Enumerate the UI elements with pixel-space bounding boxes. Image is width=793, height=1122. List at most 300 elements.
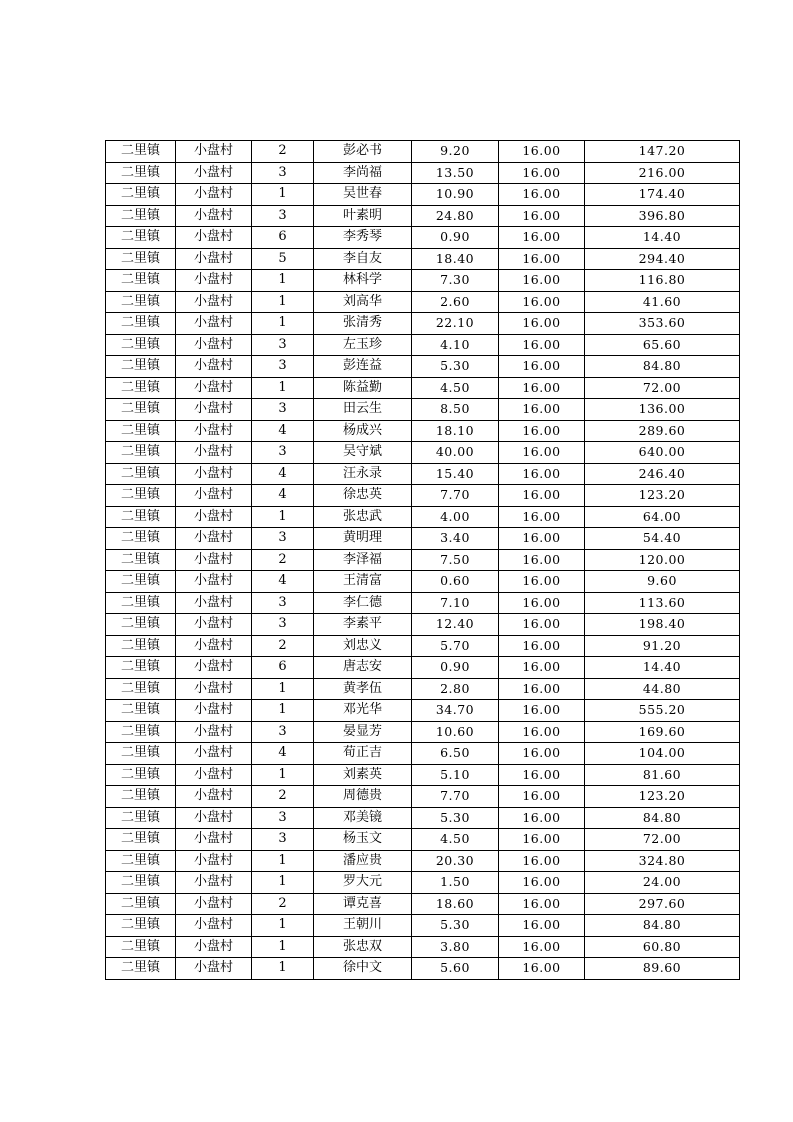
town-cell: 二里镇 [106, 184, 176, 206]
village-cell: 小盘村 [176, 635, 252, 657]
table-row [106, 205, 740, 227]
amount-cell: 72.00 [585, 829, 740, 851]
town-cell: 二里镇 [106, 248, 176, 270]
area-cell: 9.20 [412, 141, 499, 163]
rate-cell: 16.00 [499, 184, 585, 206]
table-row [106, 592, 740, 614]
rate-cell: 16.00 [499, 485, 585, 507]
rate-cell: 16.00 [499, 442, 585, 464]
rate-cell: 16.00 [499, 162, 585, 184]
town-cell: 二里镇 [106, 506, 176, 528]
village-cell: 小盘村 [176, 614, 252, 636]
group-cell: 1 [252, 700, 314, 722]
rate-cell: 16.00 [499, 850, 585, 872]
group-cell: 1 [252, 270, 314, 292]
village-cell: 小盘村 [176, 377, 252, 399]
table-row [106, 442, 740, 464]
village-cell: 小盘村 [176, 958, 252, 980]
area-cell: 8.50 [412, 399, 499, 421]
table-row [106, 313, 740, 335]
rate-cell: 16.00 [499, 313, 585, 335]
village-cell: 小盘村 [176, 270, 252, 292]
town-cell: 二里镇 [106, 721, 176, 743]
group-cell: 6 [252, 657, 314, 679]
rate-cell: 16.00 [499, 399, 585, 421]
name-cell: 彭必书 [314, 141, 412, 163]
table-row [106, 356, 740, 378]
group-cell: 3 [252, 399, 314, 421]
area-cell: 13.50 [412, 162, 499, 184]
town-cell: 二里镇 [106, 141, 176, 163]
group-cell: 2 [252, 786, 314, 808]
rate-cell: 16.00 [499, 549, 585, 571]
name-cell: 杨成兴 [314, 420, 412, 442]
group-cell: 4 [252, 463, 314, 485]
table-row [106, 743, 740, 765]
village-cell: 小盘村 [176, 743, 252, 765]
village-cell: 小盘村 [176, 162, 252, 184]
amount-cell: 65.60 [585, 334, 740, 356]
town-cell: 二里镇 [106, 356, 176, 378]
rate-cell: 16.00 [499, 248, 585, 270]
table-row [106, 872, 740, 894]
town-cell: 二里镇 [106, 592, 176, 614]
rate-cell: 16.00 [499, 463, 585, 485]
village-cell: 小盘村 [176, 205, 252, 227]
name-cell: 王朝川 [314, 915, 412, 937]
table-row [106, 184, 740, 206]
rate-cell: 16.00 [499, 227, 585, 249]
table-row [106, 334, 740, 356]
area-cell: 4.10 [412, 334, 499, 356]
village-cell: 小盘村 [176, 442, 252, 464]
area-cell: 4.50 [412, 829, 499, 851]
amount-cell: 84.80 [585, 915, 740, 937]
name-cell: 杨玉文 [314, 829, 412, 851]
rate-cell: 16.00 [499, 829, 585, 851]
name-cell: 徐中文 [314, 958, 412, 980]
area-cell: 10.90 [412, 184, 499, 206]
name-cell: 邓美镜 [314, 807, 412, 829]
group-cell: 3 [252, 205, 314, 227]
group-cell: 3 [252, 528, 314, 550]
group-cell: 1 [252, 506, 314, 528]
village-cell: 小盘村 [176, 893, 252, 915]
village-cell: 小盘村 [176, 700, 252, 722]
amount-cell: 123.20 [585, 786, 740, 808]
rate-cell: 16.00 [499, 506, 585, 528]
amount-cell: 116.80 [585, 270, 740, 292]
rate-cell: 16.00 [499, 721, 585, 743]
village-cell: 小盘村 [176, 549, 252, 571]
table-row [106, 764, 740, 786]
name-cell: 徐忠英 [314, 485, 412, 507]
name-cell: 黄孝伍 [314, 678, 412, 700]
amount-cell: 9.60 [585, 571, 740, 593]
group-cell: 5 [252, 248, 314, 270]
rate-cell: 16.00 [499, 807, 585, 829]
town-cell: 二里镇 [106, 700, 176, 722]
town-cell: 二里镇 [106, 936, 176, 958]
area-cell: 5.30 [412, 915, 499, 937]
group-cell: 1 [252, 377, 314, 399]
table-row [106, 721, 740, 743]
table-row [106, 807, 740, 829]
area-cell: 7.50 [412, 549, 499, 571]
rate-cell: 16.00 [499, 915, 585, 937]
amount-cell: 136.00 [585, 399, 740, 421]
town-cell: 二里镇 [106, 270, 176, 292]
group-cell: 1 [252, 764, 314, 786]
town-cell: 二里镇 [106, 528, 176, 550]
group-cell: 4 [252, 571, 314, 593]
table-row [106, 786, 740, 808]
village-cell: 小盘村 [176, 141, 252, 163]
area-cell: 2.60 [412, 291, 499, 313]
rate-cell: 16.00 [499, 334, 585, 356]
village-cell: 小盘村 [176, 528, 252, 550]
group-cell: 2 [252, 893, 314, 915]
name-cell: 王清富 [314, 571, 412, 593]
village-cell: 小盘村 [176, 850, 252, 872]
group-cell: 1 [252, 850, 314, 872]
amount-cell: 54.40 [585, 528, 740, 550]
amount-cell: 174.40 [585, 184, 740, 206]
area-cell: 7.30 [412, 270, 499, 292]
table-row [106, 248, 740, 270]
rate-cell: 16.00 [499, 356, 585, 378]
table-row [106, 377, 740, 399]
rate-cell: 16.00 [499, 786, 585, 808]
amount-cell: 72.00 [585, 377, 740, 399]
group-cell: 3 [252, 356, 314, 378]
table-body [106, 141, 740, 980]
group-cell: 1 [252, 958, 314, 980]
table-row [106, 829, 740, 851]
area-cell: 20.30 [412, 850, 499, 872]
table-row [106, 463, 740, 485]
name-cell: 周德贵 [314, 786, 412, 808]
amount-cell: 324.80 [585, 850, 740, 872]
group-cell: 1 [252, 872, 314, 894]
table-row [106, 936, 740, 958]
town-cell: 二里镇 [106, 635, 176, 657]
town-cell: 二里镇 [106, 872, 176, 894]
village-cell: 小盘村 [176, 721, 252, 743]
village-cell: 小盘村 [176, 592, 252, 614]
town-cell: 二里镇 [106, 162, 176, 184]
rate-cell: 16.00 [499, 936, 585, 958]
village-cell: 小盘村 [176, 420, 252, 442]
town-cell: 二里镇 [106, 657, 176, 679]
amount-cell: 123.20 [585, 485, 740, 507]
town-cell: 二里镇 [106, 399, 176, 421]
area-cell: 0.90 [412, 227, 499, 249]
area-cell: 34.70 [412, 700, 499, 722]
rate-cell: 16.00 [499, 571, 585, 593]
village-cell: 小盘村 [176, 248, 252, 270]
area-cell: 0.90 [412, 657, 499, 679]
area-cell: 2.80 [412, 678, 499, 700]
village-cell: 小盘村 [176, 356, 252, 378]
town-cell: 二里镇 [106, 227, 176, 249]
table-row [106, 227, 740, 249]
amount-cell: 60.80 [585, 936, 740, 958]
amount-cell: 147.20 [585, 141, 740, 163]
village-cell: 小盘村 [176, 915, 252, 937]
rate-cell: 16.00 [499, 614, 585, 636]
name-cell: 汪永录 [314, 463, 412, 485]
town-cell: 二里镇 [106, 291, 176, 313]
town-cell: 二里镇 [106, 807, 176, 829]
table-row [106, 420, 740, 442]
name-cell: 吴守斌 [314, 442, 412, 464]
area-cell: 3.80 [412, 936, 499, 958]
table-row [106, 549, 740, 571]
town-cell: 二里镇 [106, 205, 176, 227]
village-cell: 小盘村 [176, 184, 252, 206]
town-cell: 二里镇 [106, 485, 176, 507]
amount-cell: 198.40 [585, 614, 740, 636]
area-cell: 24.80 [412, 205, 499, 227]
name-cell: 叶素明 [314, 205, 412, 227]
group-cell: 4 [252, 485, 314, 507]
rate-cell: 16.00 [499, 678, 585, 700]
name-cell: 刘素英 [314, 764, 412, 786]
rate-cell: 16.00 [499, 377, 585, 399]
group-cell: 2 [252, 141, 314, 163]
group-cell: 1 [252, 184, 314, 206]
amount-cell: 294.40 [585, 248, 740, 270]
rate-cell: 16.00 [499, 141, 585, 163]
area-cell: 12.40 [412, 614, 499, 636]
name-cell: 李泽福 [314, 549, 412, 571]
name-cell: 刘高华 [314, 291, 412, 313]
village-cell: 小盘村 [176, 399, 252, 421]
area-cell: 5.70 [412, 635, 499, 657]
table-row [106, 571, 740, 593]
town-cell: 二里镇 [106, 571, 176, 593]
area-cell: 7.70 [412, 485, 499, 507]
town-cell: 二里镇 [106, 463, 176, 485]
amount-cell: 14.40 [585, 227, 740, 249]
rate-cell: 16.00 [499, 743, 585, 765]
area-cell: 7.70 [412, 786, 499, 808]
group-cell: 2 [252, 635, 314, 657]
town-cell: 二里镇 [106, 915, 176, 937]
area-cell: 18.40 [412, 248, 499, 270]
group-cell: 3 [252, 592, 314, 614]
table-row [106, 506, 740, 528]
group-cell: 3 [252, 807, 314, 829]
amount-cell: 246.40 [585, 463, 740, 485]
amount-cell: 555.20 [585, 700, 740, 722]
name-cell: 李秀琴 [314, 227, 412, 249]
town-cell: 二里镇 [106, 743, 176, 765]
name-cell: 李尚福 [314, 162, 412, 184]
name-cell: 唐志安 [314, 657, 412, 679]
area-cell: 22.10 [412, 313, 499, 335]
village-cell: 小盘村 [176, 657, 252, 679]
amount-cell: 14.40 [585, 657, 740, 679]
name-cell: 谭克喜 [314, 893, 412, 915]
name-cell: 罗大元 [314, 872, 412, 894]
table-row [106, 678, 740, 700]
amount-cell: 89.60 [585, 958, 740, 980]
name-cell: 邓光华 [314, 700, 412, 722]
village-cell: 小盘村 [176, 786, 252, 808]
area-cell: 4.50 [412, 377, 499, 399]
town-cell: 二里镇 [106, 614, 176, 636]
area-cell: 18.10 [412, 420, 499, 442]
amount-cell: 81.60 [585, 764, 740, 786]
village-cell: 小盘村 [176, 678, 252, 700]
amount-cell: 84.80 [585, 807, 740, 829]
amount-cell: 84.80 [585, 356, 740, 378]
village-cell: 小盘村 [176, 764, 252, 786]
village-cell: 小盘村 [176, 485, 252, 507]
amount-cell: 169.60 [585, 721, 740, 743]
name-cell: 晏显芳 [314, 721, 412, 743]
amount-cell: 44.80 [585, 678, 740, 700]
town-cell: 二里镇 [106, 764, 176, 786]
rate-cell: 16.00 [499, 764, 585, 786]
amount-cell: 64.00 [585, 506, 740, 528]
table-row [106, 141, 740, 163]
group-cell: 3 [252, 334, 314, 356]
town-cell: 二里镇 [106, 850, 176, 872]
group-cell: 3 [252, 721, 314, 743]
name-cell: 张忠武 [314, 506, 412, 528]
village-cell: 小盘村 [176, 463, 252, 485]
table-row [106, 528, 740, 550]
group-cell: 1 [252, 291, 314, 313]
rate-cell: 16.00 [499, 420, 585, 442]
town-cell: 二里镇 [106, 958, 176, 980]
rate-cell: 16.00 [499, 635, 585, 657]
table-row [106, 270, 740, 292]
amount-cell: 289.60 [585, 420, 740, 442]
group-cell: 3 [252, 162, 314, 184]
town-cell: 二里镇 [106, 313, 176, 335]
amount-cell: 41.60 [585, 291, 740, 313]
amount-cell: 91.20 [585, 635, 740, 657]
amount-cell: 104.00 [585, 743, 740, 765]
area-cell: 6.50 [412, 743, 499, 765]
group-cell: 1 [252, 313, 314, 335]
table-row [106, 162, 740, 184]
group-cell: 3 [252, 614, 314, 636]
village-cell: 小盘村 [176, 872, 252, 894]
area-cell: 40.00 [412, 442, 499, 464]
name-cell: 李素平 [314, 614, 412, 636]
name-cell: 田云生 [314, 399, 412, 421]
town-cell: 二里镇 [106, 893, 176, 915]
rate-cell: 16.00 [499, 528, 585, 550]
name-cell: 张清秀 [314, 313, 412, 335]
table-row [106, 915, 740, 937]
name-cell: 吴世春 [314, 184, 412, 206]
table-row [106, 291, 740, 313]
rate-cell: 16.00 [499, 205, 585, 227]
town-cell: 二里镇 [106, 829, 176, 851]
group-cell: 2 [252, 549, 314, 571]
village-cell: 小盘村 [176, 227, 252, 249]
group-cell: 4 [252, 743, 314, 765]
group-cell: 1 [252, 678, 314, 700]
name-cell: 林科学 [314, 270, 412, 292]
rate-cell: 16.00 [499, 958, 585, 980]
amount-cell: 640.00 [585, 442, 740, 464]
town-cell: 二里镇 [106, 442, 176, 464]
amount-cell: 353.60 [585, 313, 740, 335]
name-cell: 彭连益 [314, 356, 412, 378]
table-row [106, 958, 740, 980]
amount-cell: 24.00 [585, 872, 740, 894]
village-cell: 小盘村 [176, 506, 252, 528]
rate-cell: 16.00 [499, 872, 585, 894]
town-cell: 二里镇 [106, 334, 176, 356]
name-cell: 荀正吉 [314, 743, 412, 765]
area-cell: 0.60 [412, 571, 499, 593]
town-cell: 二里镇 [106, 420, 176, 442]
table-row [106, 850, 740, 872]
group-cell: 1 [252, 936, 314, 958]
name-cell: 刘忠义 [314, 635, 412, 657]
area-cell: 7.10 [412, 592, 499, 614]
table-row [106, 485, 740, 507]
village-cell: 小盘村 [176, 829, 252, 851]
data-table [105, 140, 740, 980]
village-cell: 小盘村 [176, 334, 252, 356]
group-cell: 1 [252, 915, 314, 937]
name-cell: 李自友 [314, 248, 412, 270]
group-cell: 4 [252, 420, 314, 442]
table-row [106, 657, 740, 679]
table-row [106, 399, 740, 421]
area-cell: 18.60 [412, 893, 499, 915]
area-cell: 5.30 [412, 356, 499, 378]
amount-cell: 113.60 [585, 592, 740, 614]
town-cell: 二里镇 [106, 377, 176, 399]
town-cell: 二里镇 [106, 678, 176, 700]
name-cell: 陈益勤 [314, 377, 412, 399]
rate-cell: 16.00 [499, 270, 585, 292]
town-cell: 二里镇 [106, 786, 176, 808]
table-row [106, 614, 740, 636]
rate-cell: 16.00 [499, 893, 585, 915]
amount-cell: 216.00 [585, 162, 740, 184]
amount-cell: 297.60 [585, 893, 740, 915]
village-cell: 小盘村 [176, 313, 252, 335]
village-cell: 小盘村 [176, 291, 252, 313]
area-cell: 4.00 [412, 506, 499, 528]
village-cell: 小盘村 [176, 571, 252, 593]
table-row [106, 635, 740, 657]
name-cell: 李仁德 [314, 592, 412, 614]
rate-cell: 16.00 [499, 657, 585, 679]
village-cell: 小盘村 [176, 807, 252, 829]
rate-cell: 16.00 [499, 291, 585, 313]
rate-cell: 16.00 [499, 592, 585, 614]
area-cell: 5.60 [412, 958, 499, 980]
name-cell: 张忠双 [314, 936, 412, 958]
group-cell: 3 [252, 829, 314, 851]
area-cell: 15.40 [412, 463, 499, 485]
village-cell: 小盘村 [176, 936, 252, 958]
rate-cell: 16.00 [499, 700, 585, 722]
area-cell: 5.30 [412, 807, 499, 829]
